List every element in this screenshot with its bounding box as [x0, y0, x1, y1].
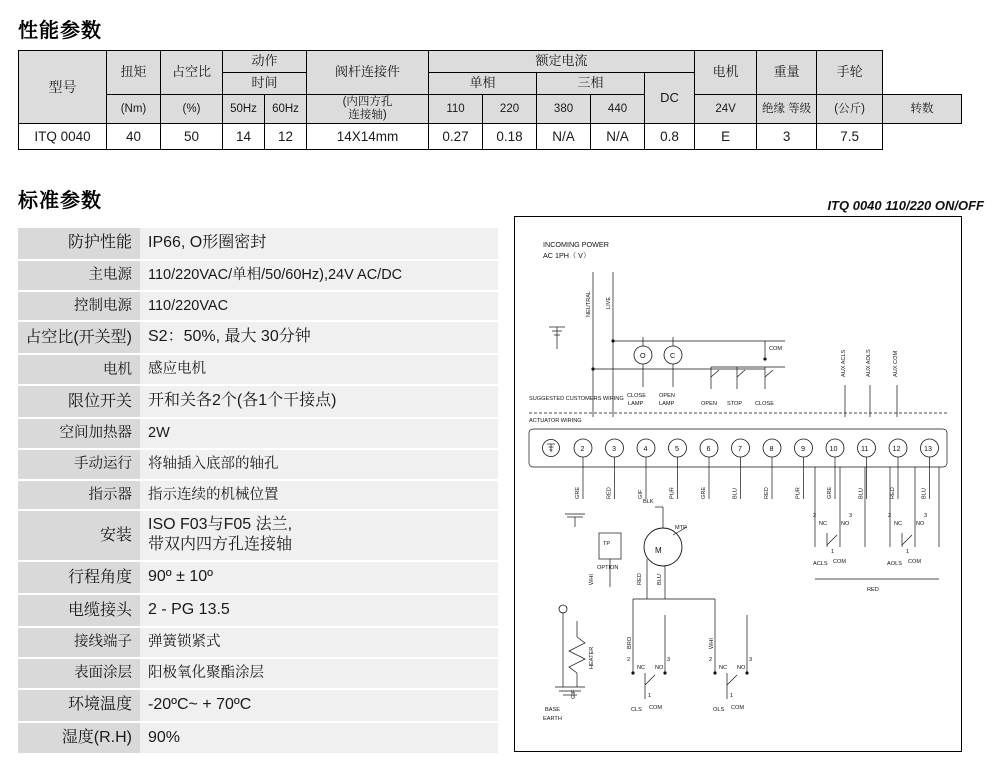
- terminal-label-7: 7: [738, 444, 742, 453]
- std-param-value: 指示连续的机械位置: [140, 481, 498, 510]
- diagram-gif-bottom: GIF: [571, 689, 577, 699]
- std-param-value: 90%: [140, 723, 498, 754]
- cell-weight: 3: [757, 124, 817, 150]
- std-param-label: 限位开关: [18, 386, 140, 417]
- terminal-label-6: 6: [706, 444, 711, 453]
- th-duty: 占空比: [161, 51, 223, 95]
- cell-24v: 0.8: [645, 124, 695, 150]
- cell-380: N/A: [537, 124, 591, 150]
- std-param-row: [18, 292, 498, 323]
- std-param-value: [140, 511, 498, 560]
- diagram-close-lamp-l2: LAMP: [628, 401, 644, 407]
- th-action-time-2: 时间: [223, 73, 307, 95]
- diagram-incoming-power-line1: INCOMING POWER: [543, 240, 609, 249]
- std-param-value: 2W: [140, 419, 498, 448]
- diagram-cls-n3: 3: [667, 657, 671, 663]
- diagram-red-motor: RED: [637, 573, 643, 585]
- diagram-motor-symbol: M: [655, 546, 662, 555]
- std-param-value: 开和关各2个(各1个干接点): [140, 386, 498, 417]
- diagram-acls-com: COM: [833, 559, 847, 565]
- std-param-label: 空间加热器: [18, 419, 140, 448]
- diagram-cls-label: CLS: [631, 707, 642, 713]
- std-param-row: [18, 355, 498, 386]
- terminal-label-11: 11: [861, 444, 869, 453]
- std-param-row: [18, 228, 498, 261]
- wire-color-label: GRE: [701, 486, 707, 499]
- terminal-label-8: 8: [769, 444, 774, 453]
- wire-color-label: PUR: [669, 487, 676, 499]
- std-param-value: 感应电机: [140, 355, 498, 384]
- std-param-row: [18, 419, 498, 450]
- th-50hz: 50Hz: [223, 95, 265, 124]
- diagram-aux-aols-n2: 2: [888, 513, 892, 519]
- std-param-row: [18, 322, 498, 355]
- std-param-label: 控制电源: [18, 292, 140, 321]
- terminal-label-10: 10: [829, 444, 838, 453]
- th-motor-ins-l2: 绝缘: [761, 102, 785, 115]
- wire-color-label: GIF: [638, 489, 644, 499]
- diagram-acls-n1: 1: [831, 549, 835, 555]
- diagram-ols-n3: 3: [749, 657, 753, 663]
- diagram-aux-acls-n2: 2: [813, 513, 817, 519]
- th-torque: 扭矩: [107, 51, 161, 95]
- std-param-label: 电缆接头: [18, 595, 140, 626]
- th-24v: 24V: [695, 95, 757, 124]
- diagram-aols-n1: 1: [906, 549, 910, 555]
- th-action-time-1: 动作: [223, 51, 307, 73]
- th-three-phase: 三相: [537, 73, 645, 95]
- diagram-cls-n2: 2: [627, 657, 631, 663]
- std-param-value-line: 带双内四方孔连接轴: [148, 536, 293, 554]
- cell-stem: 14X14mm: [307, 124, 429, 150]
- diagram-whi2: WHI: [709, 638, 715, 649]
- std-param-label: 指示器: [18, 481, 140, 510]
- diagram-cls-nc: NC: [637, 665, 646, 671]
- terminal-label-4: 4: [643, 444, 648, 453]
- diagram-aux-acls: AUX ACLS: [841, 349, 847, 377]
- std-param-value: 110/220VAC: [140, 292, 498, 321]
- th-rated-current: 额定电流: [429, 51, 695, 73]
- diagram-option: OPTION: [597, 565, 619, 571]
- th-stem-sub2: 连接轴): [348, 109, 387, 122]
- wire-color-label: BLU: [732, 488, 739, 499]
- diagram-ols-label: OLS: [713, 707, 725, 713]
- std-param-value: 将轴插入底部的轴孔: [140, 450, 498, 479]
- std-param-label: 手动运行: [18, 450, 140, 479]
- cell-torque: 40: [107, 124, 161, 150]
- th-stem-sub: [307, 95, 429, 124]
- th-110: 110: [429, 95, 483, 124]
- diagram-tp: TP: [603, 541, 611, 547]
- th-weight-1: 重量: [757, 51, 817, 95]
- diagram-open-lamp-l2: LAMP: [659, 401, 675, 407]
- cell-110: 0.27: [429, 124, 483, 150]
- std-param-label: 安装: [18, 511, 140, 560]
- diagram-ols-no: NO: [737, 665, 746, 671]
- diagram-lamp-close-glyph: C: [670, 351, 676, 360]
- std-param-value: 90º ± 10º: [140, 562, 498, 593]
- table-row: [19, 124, 962, 150]
- std-param-label: 湿度(R.H): [18, 723, 140, 754]
- th-motor-ins-l3: 等级: [788, 102, 812, 115]
- diagram-open-lamp-l1: OPEN: [659, 393, 675, 399]
- diagram-aux-aols-n3: 3: [924, 513, 928, 519]
- terminal-label-5: 5: [675, 444, 679, 453]
- wire-color-label: BLU: [921, 488, 928, 499]
- standard-parameters-list: [18, 228, 498, 755]
- std-param-value: IP66, O形圈密封: [140, 228, 498, 259]
- std-param-value: 弹簧锁紧式: [140, 628, 498, 657]
- diagram-aols-label: AOLS: [887, 561, 902, 567]
- diagram-com-top: COM: [769, 346, 783, 352]
- diagram-aux-aols-no: NO: [916, 521, 925, 527]
- diagram-open-button: OPEN: [701, 401, 717, 407]
- diagram-blk: BLK: [643, 499, 654, 505]
- diagram-cls-com: COM: [649, 705, 663, 711]
- std-param-row: [18, 481, 498, 512]
- diagram-live: LIVE: [606, 296, 612, 309]
- diagram-heater: HEATER: [589, 646, 595, 669]
- std-param-label: 占空比(开关型): [18, 322, 140, 353]
- wiring-diagram: [514, 216, 962, 752]
- std-param-row: [18, 450, 498, 481]
- diagram-close-button: CLOSE: [755, 401, 774, 407]
- std-param-row: [18, 595, 498, 628]
- th-380: 380: [537, 95, 591, 124]
- std-param-row: [18, 562, 498, 595]
- terminal-label-3: 3: [612, 444, 616, 453]
- th-single-phase: 单相: [429, 73, 537, 95]
- th-220: 220: [483, 95, 537, 124]
- diagram-neutral: NEUTRAL: [586, 290, 592, 317]
- page-title-performance: 性能参数: [18, 20, 102, 42]
- page-title-standard: 标准参数: [18, 190, 102, 212]
- std-param-label: 主电源: [18, 261, 140, 290]
- th-440: 440: [591, 95, 645, 124]
- std-param-value: -20ºC~ + 70ºC: [140, 690, 498, 721]
- std-param-value-line: ISO F03与F05 法兰,: [148, 516, 293, 534]
- performance-table: [18, 50, 962, 150]
- diagram-incoming-power-line2: AC 1PH（ V）: [543, 251, 591, 260]
- std-param-value: 110/220VAC/单相/50/60Hz),24V AC/DC: [140, 261, 498, 290]
- cell-440: N/A: [591, 124, 645, 150]
- diagram-ols-n1: 1: [730, 693, 734, 699]
- model-code-label: ITQ 0040 110/220 ON/OFF: [827, 198, 984, 213]
- wire-color-label: BLU: [858, 488, 865, 499]
- std-param-row: [18, 261, 498, 292]
- diagram-aux-com: AUX COM: [893, 350, 899, 377]
- diagram-aux-aols-nc: NC: [894, 521, 903, 527]
- wire-color-label: GRE: [575, 486, 581, 499]
- std-param-value: 2 - PG 13.5: [140, 595, 498, 626]
- diagram-ols-nc: NC: [719, 665, 728, 671]
- cell-220: 0.18: [483, 124, 537, 150]
- std-param-value: S2：50%, 最大 30分钟: [140, 322, 498, 353]
- th-dc: DC: [645, 73, 695, 124]
- std-param-row: [18, 628, 498, 659]
- std-param-label: 防护性能: [18, 228, 140, 259]
- diagram-aux-acls-n3: 3: [849, 513, 853, 519]
- diagram-ols-com: COM: [731, 705, 745, 711]
- diagram-close-lamp-l1: CLOSE: [627, 393, 646, 399]
- diagram-suggested-l2: ACTUATOR WIRING: [529, 418, 582, 424]
- cell-50hz: 14: [223, 124, 265, 150]
- cell-60hz: 12: [265, 124, 307, 150]
- diagram-aols-com: COM: [908, 559, 922, 565]
- th-stem: 阀杆连接件: [307, 51, 429, 95]
- std-param-label: 电机: [18, 355, 140, 384]
- std-param-value: 阳极氧化聚酯涂层: [140, 659, 498, 688]
- wire-color-label: RED: [606, 487, 613, 499]
- diagram-acls-label: ACLS: [813, 561, 828, 567]
- wire-color-label: RED: [890, 487, 896, 499]
- std-param-row: [18, 723, 498, 756]
- diagram-whi: WHI: [589, 574, 595, 585]
- diagram-base-earth-l1: BASE: [545, 707, 560, 713]
- std-param-row: [18, 659, 498, 690]
- std-param-label: 接线端子: [18, 628, 140, 657]
- terminal-label-9: 9: [801, 444, 805, 453]
- std-param-label: 行程角度: [18, 562, 140, 593]
- std-param-row: [18, 386, 498, 419]
- diagram-bro: BRO: [627, 636, 633, 649]
- std-param-row: [18, 511, 498, 562]
- th-handwheel-2: 转数: [883, 95, 962, 124]
- th-60hz: 60Hz: [265, 95, 307, 124]
- std-param-label: 表面涂层: [18, 659, 140, 688]
- th-stem-sub1: (内四方孔: [342, 96, 393, 108]
- th-torque-unit: (Nm): [107, 95, 161, 124]
- diagram-stop-button: STOP: [727, 401, 743, 407]
- terminal-label-12: 12: [892, 444, 901, 453]
- wire-color-label: GRE: [827, 486, 833, 499]
- wire-color-label: RED: [764, 487, 770, 499]
- th-model: 型号: [19, 51, 107, 124]
- diagram-aux-acls-no: NO: [841, 521, 850, 527]
- cell-duty: 50: [161, 124, 223, 150]
- diagram-cls-no: NO: [655, 665, 664, 671]
- terminal-label-13: 13: [924, 444, 932, 453]
- th-motor-insulation-2: [757, 95, 817, 124]
- th-handwheel-1: 手轮: [817, 51, 883, 95]
- diagram-blu-motor: BLU: [657, 574, 663, 585]
- diagram-cls-n1: 1: [648, 693, 652, 699]
- diagram-ols-n2: 2: [709, 657, 713, 663]
- diagram-aux-acls-nc: NC: [819, 521, 828, 527]
- cell-handwheel: 7.5: [817, 124, 883, 150]
- diagram-suggested-l1: SUGGESTED CUSTOMERS WIRING: [529, 396, 624, 402]
- th-weight-2: (公斤): [817, 95, 883, 124]
- cell-model: ITQ 0040: [19, 124, 107, 150]
- cell-motor-insulation: E: [695, 124, 757, 150]
- th-motor-insulation-1: 电机: [695, 51, 757, 95]
- diagram-mtp: MTP: [675, 525, 687, 531]
- diagram-base-earth-l2: EARTH: [543, 716, 562, 722]
- terminal-label-2: 2: [580, 444, 585, 453]
- std-param-label: 环境温度: [18, 690, 140, 721]
- diagram-aux-aols: AUX AOLS: [866, 349, 872, 377]
- diagram-red-bottom: RED: [867, 587, 879, 593]
- diagram-lamp-open-glyph: O: [640, 351, 646, 360]
- std-param-row: [18, 690, 498, 723]
- th-duty-unit: (%): [161, 95, 223, 124]
- wire-color-label: PUR: [795, 487, 802, 499]
